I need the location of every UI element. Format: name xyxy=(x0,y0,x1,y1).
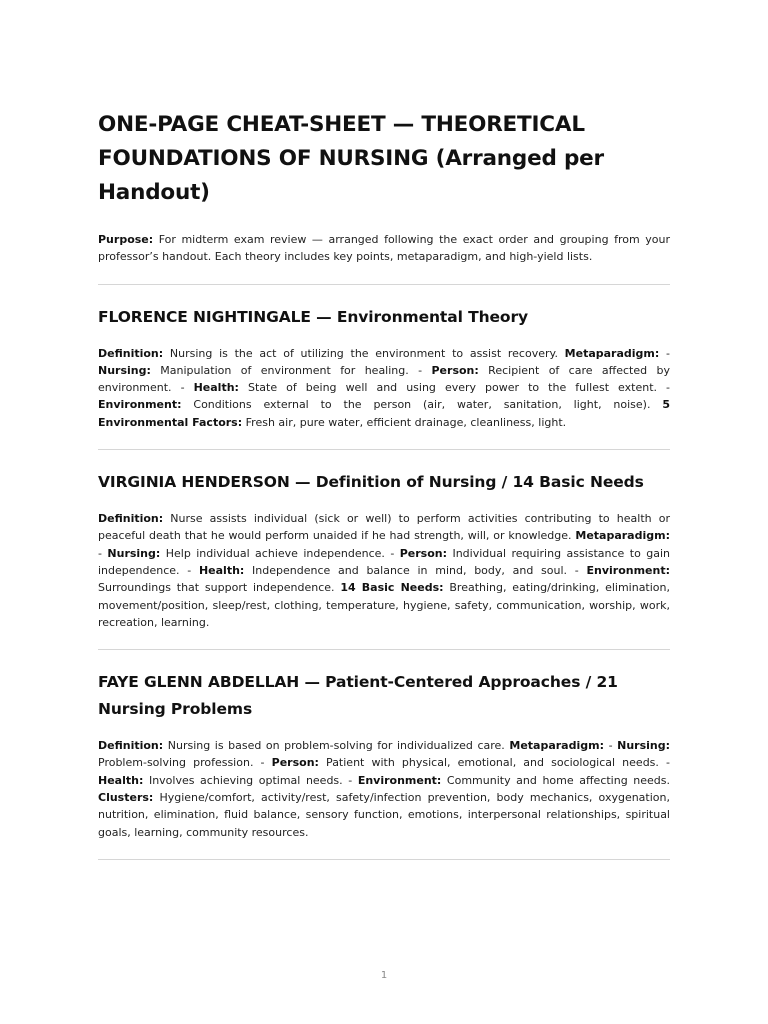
section-henderson xyxy=(98,469,670,631)
field-text: Involves achieving optimal needs. - xyxy=(143,773,358,787)
field-text: State of being well and using every power to the fullest extent. - xyxy=(238,381,671,395)
section-body xyxy=(98,737,670,841)
field-text: Surroundings that support independence. xyxy=(98,581,341,595)
field-text: - xyxy=(659,346,670,360)
field-label: Person: xyxy=(271,756,319,770)
field-text: Nurse assists individual (sick or well) to perform activities contributing to health or peaceful death that he would perform unaided if he had strength, will, or knowledge. xyxy=(98,512,670,543)
field-text: Help individual achieve independence. - xyxy=(160,546,400,560)
purpose-text: For midterm exam review — arranged following the exact order and grouping from your professor’s handout. Each theory includes key points, metaparadigm, and high-yield lists. xyxy=(98,233,670,264)
section-heading: FAYE GLENN ABDELLAH — Patient-Centered Approaches / 21 Nursing Problems xyxy=(98,673,618,719)
divider xyxy=(98,449,670,450)
field-text: Problem-solving profession. - xyxy=(98,756,272,770)
section-nightingale xyxy=(98,304,670,431)
field-label: Environment: xyxy=(98,398,182,412)
purpose-label: Purpose: xyxy=(98,233,154,246)
field-label: Nursing: xyxy=(617,739,670,753)
field-label: Metaparadigm: xyxy=(564,346,660,360)
purpose-paragraph xyxy=(98,231,670,266)
divider xyxy=(98,284,670,285)
field-label: Metaparadigm: xyxy=(509,739,604,753)
field-text: Patient with physical, emotional, and sociological needs. - xyxy=(318,756,670,770)
field-text: Nursing is based on problem-solving for individualized care. xyxy=(163,739,510,753)
field-text: Breathing, eating/drinking, elimination, movement/position, sleep/rest, clothing, temperature, hygiene, safety, communication, worship, work, recreation, learning. xyxy=(98,581,671,629)
field-label: Metaparadigm: xyxy=(575,529,670,543)
field-text: Nursing is the act of utilizing the environment to assist recovery. xyxy=(163,346,565,360)
field-text: Individual requiring assistance to gain independence. - xyxy=(98,546,670,577)
field-text: Conditions external to the person (air, water, sanitation, light, noise). xyxy=(181,398,663,412)
field-label: Health: xyxy=(193,381,239,395)
field-label: Clusters: xyxy=(98,791,154,805)
field-label: Definition: xyxy=(98,739,164,753)
page-number: 1 xyxy=(380,970,388,981)
field-label: 5 Environmental Factors: xyxy=(98,398,670,429)
field-label: 14 Basic Needs: xyxy=(340,581,444,595)
field-label: Health: xyxy=(98,773,144,787)
field-text: Hygiene/comfort, activity/rest, safety/infection prevention, body mechanics, oxygenation, nutrition, elimination, fluid balance, sensory function, emotions, interpersonal relationships, spiritual goals, learning, community resources. xyxy=(98,791,670,839)
field-label: Person: xyxy=(399,546,448,560)
field-label: Nursing: xyxy=(107,546,161,560)
field-label: Environment: xyxy=(586,563,670,577)
field-text: Recipient of care affected by environment. - xyxy=(98,363,670,395)
field-label: Person: xyxy=(431,363,479,377)
field-text: Fresh air, pure water, efficient drainage, cleanliness, light. xyxy=(242,415,567,429)
field-label: Nursing: xyxy=(98,363,151,377)
field-label: Definition: xyxy=(98,346,164,360)
field-text: - xyxy=(604,739,618,753)
divider xyxy=(98,859,670,860)
field-text: - xyxy=(98,546,108,560)
field-text: Manipulation of environment for healing. - xyxy=(150,363,432,377)
section-heading: FLORENCE NIGHTINGALE — Environmental Theory xyxy=(98,307,529,326)
document-title: ONE-PAGE CHEAT-SHEET — THEORETICAL FOUNDATIONS OF NURSING (Arranged per Handout) xyxy=(98,112,604,205)
section-heading: VIRGINIA HENDERSON — Definition of Nursing / 14 Basic Needs xyxy=(98,473,644,492)
divider xyxy=(98,649,670,650)
field-label: Environment: xyxy=(357,773,442,787)
section-body xyxy=(98,510,670,631)
section-body xyxy=(98,345,670,431)
section-abdellah xyxy=(98,669,670,841)
field-text: Independence and balance in mind, body, and soul. - xyxy=(244,563,587,577)
document-page xyxy=(98,108,670,860)
field-text: Community and home affecting needs. xyxy=(441,773,670,787)
field-label: Health: xyxy=(198,563,245,577)
field-label: Definition: xyxy=(98,512,164,526)
